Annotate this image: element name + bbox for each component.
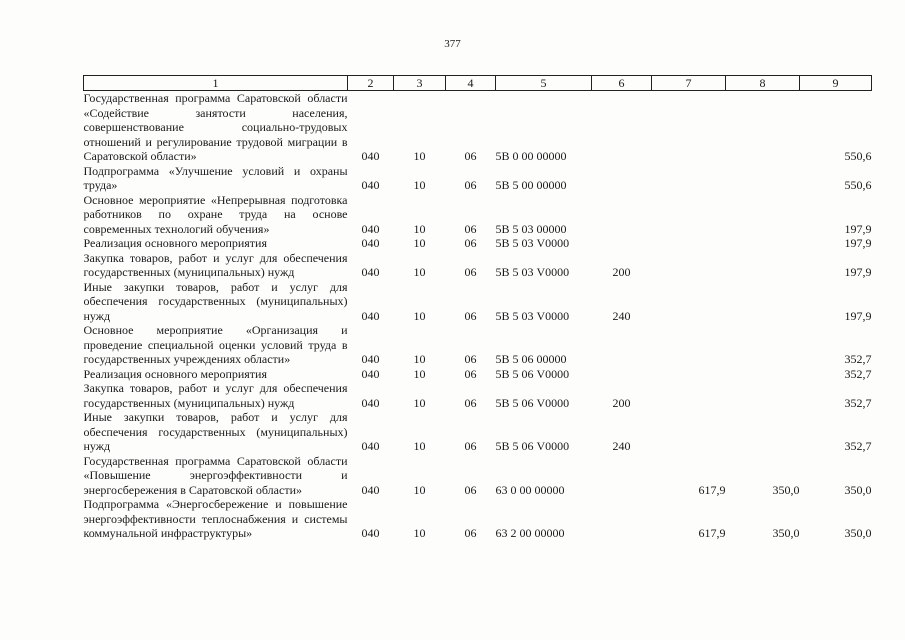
row-col-4: 06 — [464, 395, 477, 410]
row-col-6: 200 — [612, 395, 631, 410]
row-col-9: 550,6 — [844, 178, 872, 192]
row-name: Подпрограмма «Улучшение условий и охраны труда» — [83, 163, 348, 192]
row-col-4: 06 — [464, 221, 477, 236]
row-name: Основное мероприятие «Непрерывная подготовка работников по охране труда на основе современных технологий обучения» — [83, 192, 348, 236]
row-col-4: 06 — [464, 178, 477, 192]
row-col-8 — [726, 367, 800, 382]
row-col-4: 06 — [464, 308, 477, 323]
row-col-7 — [652, 236, 726, 251]
row-col-7 — [652, 323, 726, 367]
row-col-8 — [726, 280, 800, 324]
row-col-9: 197,9 — [844, 308, 872, 323]
header-col-3: 3 — [394, 76, 446, 91]
row-col-2: 040 — [361, 526, 380, 540]
row-col-2: 040 — [361, 178, 380, 192]
row-col-5: 5В 5 03 00000 — [495, 221, 567, 236]
row-col-6: 240 — [612, 439, 631, 453]
row-col-2: 040 — [361, 482, 380, 497]
header-col-1: 1 — [84, 76, 348, 91]
row-col-4: 06 — [464, 149, 477, 163]
row-col-2: 040 — [361, 308, 380, 323]
row-name: Закупка товаров, работ и услуг для обеспечения государственных (муниципальных) нужд — [83, 381, 348, 410]
row-col-7 — [652, 367, 726, 382]
row-col-5: 5В 5 00 00000 — [495, 178, 567, 192]
row-col-7 — [652, 280, 726, 324]
row-col-5: 5В 5 06 V0000 — [495, 439, 570, 453]
row-col-8: 350,0 — [772, 526, 800, 540]
row-col-2: 040 — [361, 439, 380, 453]
row-col-8 — [726, 410, 800, 454]
row-col-4: 06 — [464, 482, 477, 497]
row-col-6 — [592, 454, 652, 498]
header-col-4: 4 — [446, 76, 496, 91]
row-col-9: 197,9 — [844, 221, 872, 236]
row-col-9: 352,7 — [844, 395, 872, 410]
row-col-6 — [592, 91, 652, 164]
row-col-5: 5В 5 06 V0000 — [495, 366, 570, 381]
header-col-6: 6 — [592, 76, 652, 91]
row-name: Реализация основного мероприятия — [83, 236, 267, 250]
header-col-2: 2 — [348, 76, 394, 91]
row-col-8 — [726, 323, 800, 367]
table-row — [84, 323, 872, 367]
table-row — [84, 164, 872, 193]
row-col-6 — [592, 193, 652, 237]
row-col-9: 350,0 — [844, 482, 872, 497]
table-row — [84, 410, 872, 454]
row-name: Иные закупки товаров, работ и услуг для обеспечения государственных (муниципальных) нужд — [83, 410, 348, 453]
row-col-9: 352,7 — [844, 439, 872, 453]
row-col-8 — [726, 164, 800, 193]
table-row — [84, 367, 872, 382]
row-col-6 — [592, 236, 652, 251]
row-col-8: 350,0 — [772, 482, 800, 497]
row-col-7 — [652, 164, 726, 193]
row-col-7: 617,9 — [698, 482, 726, 497]
row-col-2: 040 — [361, 395, 380, 410]
row-col-6 — [592, 164, 652, 193]
row-col-5: 63 0 00 00000 — [495, 482, 565, 497]
row-col-3: 10 — [413, 308, 426, 323]
row-col-5: 5В 5 03 V0000 — [495, 308, 570, 323]
row-col-3: 10 — [413, 395, 426, 410]
row-col-3: 10 — [413, 439, 426, 453]
row-name: Реализация основного мероприятия — [83, 366, 267, 381]
budget-table — [83, 75, 872, 541]
table-row — [84, 454, 872, 498]
table-row — [84, 193, 872, 237]
row-col-7 — [652, 193, 726, 237]
row-col-4: 06 — [464, 526, 477, 540]
row-name: Иные закупки товаров, работ и услуг для обеспечения государственных (муниципальных) нужд — [83, 279, 348, 323]
row-col-6: 240 — [612, 308, 631, 323]
row-col-3: 10 — [413, 526, 426, 540]
row-col-7 — [652, 91, 726, 164]
row-col-2: 040 — [361, 221, 380, 236]
row-col-3: 10 — [413, 265, 426, 279]
page-number: 377 — [444, 38, 461, 50]
row-col-5: 5В 5 06 00000 — [495, 352, 567, 366]
row-col-9: 352,7 — [844, 352, 872, 366]
table-row — [84, 497, 872, 541]
table-row — [84, 236, 872, 251]
row-col-3: 10 — [413, 482, 426, 497]
row-col-8 — [726, 236, 800, 251]
row-col-8 — [726, 91, 800, 164]
header-col-7: 7 — [652, 76, 726, 91]
table-row — [84, 280, 872, 324]
row-col-4: 06 — [464, 265, 477, 279]
row-col-9: 350,0 — [844, 526, 872, 540]
row-col-9: 352,7 — [844, 366, 872, 381]
header-row — [84, 76, 872, 91]
table-row — [84, 251, 872, 280]
header-col-9: 9 — [800, 76, 872, 91]
row-col-7 — [652, 410, 726, 454]
row-col-3: 10 — [413, 236, 426, 250]
row-name: Основное мероприятие «Организация и проведение специальной оценки условий труда в государственных учреждениях области» — [83, 323, 348, 366]
row-name: Закупка товаров, работ и услуг для обеспечения государственных (муниципальных) нужд — [83, 250, 348, 279]
row-col-2: 040 — [361, 149, 380, 163]
row-col-3: 10 — [413, 178, 426, 192]
row-col-2: 040 — [361, 352, 380, 366]
row-name: Государственная программа Саратовской области «Содействие занятости населения, совершенствование социально-трудовых отношений и регулирование трудовой миграции в Саратовской области» — [83, 91, 348, 163]
row-col-4: 06 — [464, 439, 477, 453]
row-col-4: 06 — [464, 352, 477, 366]
row-col-5: 5В 5 06 V0000 — [495, 395, 570, 410]
header-col-5: 5 — [496, 76, 592, 91]
table-row — [84, 381, 872, 410]
row-col-8 — [726, 381, 800, 410]
row-col-3: 10 — [413, 149, 426, 163]
row-col-8 — [726, 251, 800, 280]
row-col-2: 040 — [361, 236, 380, 250]
row-col-3: 10 — [413, 221, 426, 236]
row-col-7 — [652, 381, 726, 410]
row-col-9: 550,6 — [844, 149, 872, 163]
row-name: Подпрограмма «Энергосбережение и повышение энергоэффективности теплоснабжения и системы коммунальной инфраструктуры» — [83, 497, 348, 540]
row-col-3: 10 — [413, 366, 426, 381]
row-col-6 — [592, 497, 652, 541]
row-col-5: 63 2 00 00000 — [495, 526, 565, 540]
row-col-4: 06 — [464, 236, 477, 250]
row-col-8 — [726, 193, 800, 237]
table-row — [84, 91, 872, 164]
row-col-9: 197,9 — [844, 265, 872, 279]
row-col-5: 5В 0 00 00000 — [495, 149, 567, 163]
row-col-9: 197,9 — [844, 236, 872, 250]
row-name: Государственная программа Саратовской области «Повышение энергоэффективности и энергосбережения в Саратовской области» — [83, 453, 348, 497]
row-col-6 — [592, 323, 652, 367]
row-col-2: 040 — [361, 366, 380, 381]
row-col-6 — [592, 367, 652, 382]
row-col-2: 040 — [361, 265, 380, 279]
row-col-7 — [652, 251, 726, 280]
row-col-5: 5В 5 03 V0000 — [495, 265, 570, 279]
row-col-4: 06 — [464, 366, 477, 381]
row-col-7: 617,9 — [698, 526, 726, 540]
row-col-5: 5В 5 03 V0000 — [495, 236, 570, 250]
row-col-6: 200 — [612, 265, 631, 279]
header-col-8: 8 — [726, 76, 800, 91]
row-col-3: 10 — [413, 352, 426, 366]
